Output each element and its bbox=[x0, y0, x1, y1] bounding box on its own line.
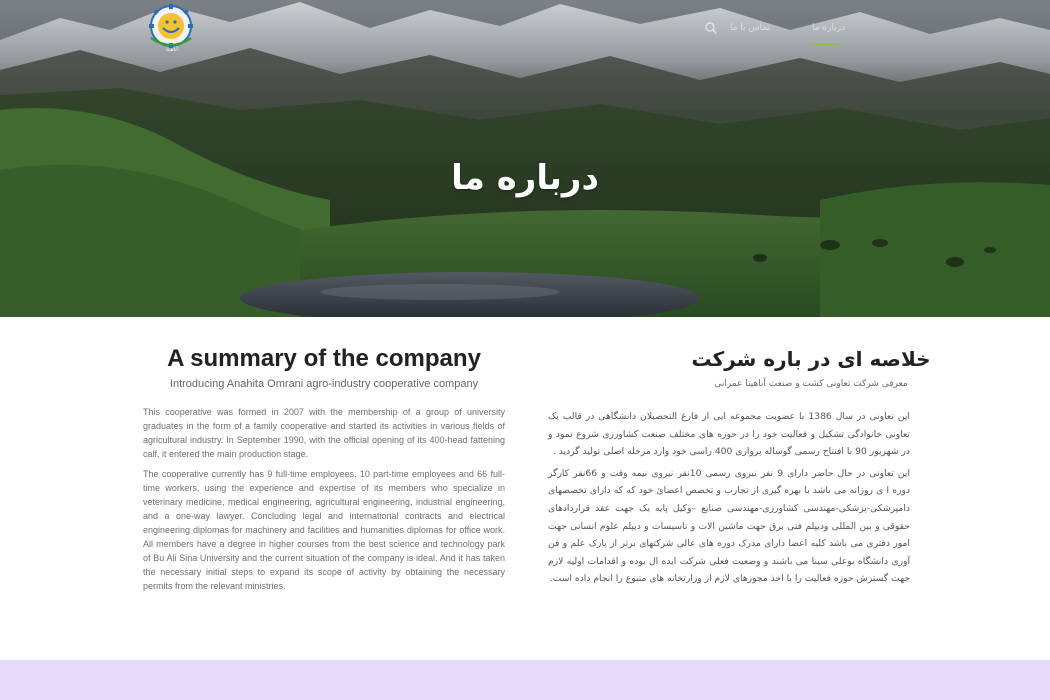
about-content bbox=[0, 317, 1050, 660]
persian-summary-column bbox=[548, 341, 931, 588]
english-section-title: A summary of the company bbox=[167, 345, 481, 372]
footer-band bbox=[0, 660, 1050, 700]
english-section-subtitle: Introducing Anahita Omrani agro-industry cooperative company bbox=[169, 378, 479, 390]
english-summary-column bbox=[143, 341, 505, 593]
persian-paragraph: این تعاونی در سال 1386 با عضویت مجموعه ایی از فارغ التحصیلان دانشگاهی در قالب یک تعاونی خانوادگی تشکیل و فعالیت خود را در حوزه های مختلف صنعت کشاورزی شروع نمود و در شهریور 90 با افتتاح رسمی گوساله پرواری 400 راسی خود وارد مرحله اصلی تولید گردید . bbox=[548, 411, 910, 458]
active-nav-indicator bbox=[812, 43, 840, 45]
nav-item-about[interactable]: درباره ما bbox=[812, 23, 846, 33]
hero-banner bbox=[0, 0, 1050, 317]
english-paragraph: The cooperative currently has 9 full-time employees, 10 part-time employees and 66 full-time workers, using the experience and expertise of its members who specialize in veterinary medicine, medical engineering, agricultural engineering, industrial engineering, and a one-way lawyer. Concluding legal and international contracts and electrical engineering diplomas for machinery and facilities and humanities diplomas for office work. All members have a degree in higher courses from the best science and technology park of Bu Ali Sina University and the current situation of the company is ideal. And it has taken the necessary initial steps to expand its scope of activity by obtaining the necessary permits from the relevant ministries. bbox=[143, 469, 505, 591]
english-paragraph: This cooperative was formed in 2007 with the membership of a group of university graduates in the form of a family cooperative and started its activities in various fields of agricultural industry. In September 1990, with the official opening of its 400-head fattening calf, it entered the main production stage. bbox=[143, 407, 505, 459]
logo-caption: آناهیتا bbox=[166, 47, 178, 53]
persian-section-title: خلاصه ای در باره شرکت bbox=[691, 347, 931, 371]
search-icon[interactable] bbox=[704, 21, 718, 35]
persian-paragraph: این تعاونی در حال حاضر دارای 9 نفر نیروی رسمی 10نفر نیروی نیمه وقت و 66نفر کارگر دوره ا ی روزانه می باشد با بهره گیری از تجارب و تخصص اعضائ خود که که دارای تخصصهای دامپزشکی-پزشکی-مهندسی کشاورزی-مهندسی صنایع –وکیل پایه یک جهت عقد قراردادهای حقوقی و بین المللی ودیپلم فنی برق جهت ماشین الات و تاسیسات و دیپلم علوم انسانی جهت امور دفتری می باشد کلیه اعضا دارای مدرک دوره های عالی شرکتهای برتر از پارک علم و فن آوری دانشگاه بوعلی سینا می باشند و وضعیت فعلی شرکت ایده ال بوده و اقدامات اولیه لازم جهت گسترش حوزه فعالیت را با اخذ مجوزهای لازم از وزارتخانه های متبوع را انجام داده است. bbox=[548, 467, 910, 585]
persian-section-subtitle: معرفی شرکت تعاونی کشت و صنعت آناهیتا عمرانی bbox=[714, 379, 908, 389]
nav-item-contact[interactable]: تماس با ما bbox=[730, 23, 770, 33]
main-navigation bbox=[700, 0, 1000, 56]
hero-title: درباره ما bbox=[451, 158, 599, 198]
